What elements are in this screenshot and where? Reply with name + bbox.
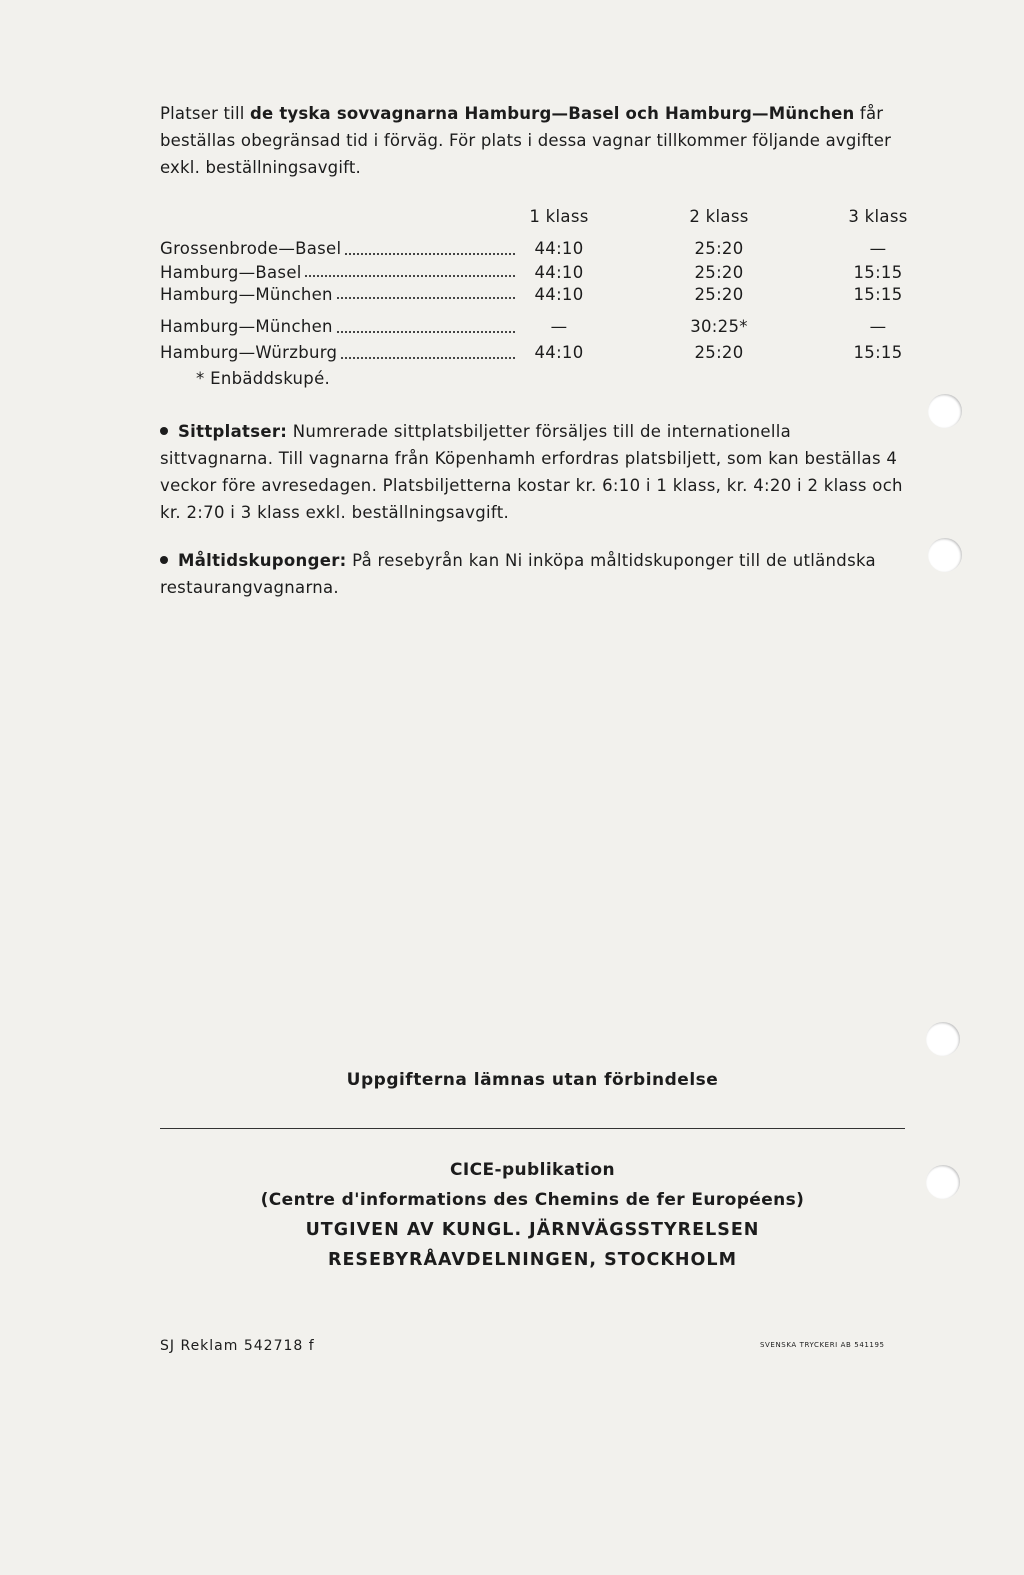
price-table (160, 204, 908, 366)
maltidskuponger-paragraph (160, 547, 905, 601)
route-cell: Hamburg—Basel (160, 262, 515, 284)
route-cell: Hamburg—München (160, 314, 515, 340)
disclaimer-notice: Uppgifterna lämnas utan förbindelse (346, 1070, 719, 1090)
print-reference: SJ Reklam 542718 f (160, 1338, 315, 1354)
price-1-klass: — (550, 317, 568, 336)
intro-highlight: de tyska sovvagnarna Hamburg—Basel och Hamburg—München (249, 104, 855, 123)
publication-subtitle: (Centre d'informations des Chemins de fer Européens) (260, 1190, 805, 1210)
punch-hole (928, 394, 962, 428)
price-1-klass: 44:10 (534, 285, 584, 304)
maltidskuponger-text: På resebyrån kan Ni inköpa måltidskuponger till de utländska restaurangvagnarna. (160, 551, 876, 597)
publication-title: CICE-publikation (450, 1160, 615, 1180)
publisher-department: RESEBYRÅAVDELNINGEN, STOCKHOLM (327, 1250, 737, 1270)
price-3-klass: 15:15 (853, 285, 903, 304)
column-header-2-klass: 2 klass (689, 207, 749, 226)
bullet-icon (160, 427, 168, 435)
price-2-klass: 30:25* (690, 317, 748, 336)
price-1-klass: 44:10 (534, 239, 584, 258)
table-footnote: * Enbäddskupé. (196, 369, 331, 388)
maltidskuponger-heading: Måltidskuponger: (178, 551, 347, 570)
publication-block (160, 1155, 905, 1275)
publisher-line: UTGIVEN AV KUNGL. JÄRNVÄGSSTYRELSEN (305, 1220, 760, 1240)
table-row (160, 314, 905, 340)
sittplatser-heading: Sittplatser: (178, 422, 288, 441)
column-header-3-klass: 3 klass (848, 207, 908, 226)
printer-imprint: SVENSKA TRYCKERI AB 541195 (760, 1341, 885, 1349)
punch-hole (926, 1022, 960, 1056)
route-cell: Grossenbrode—Basel (160, 236, 515, 262)
price-2-klass: 25:20 (694, 285, 744, 304)
price-table-header (160, 204, 908, 232)
price-3-klass: — (869, 239, 887, 258)
bullet-icon (160, 556, 168, 564)
intro-text-continued: får beställas obegränsad tid i förväg. För plats i dessa vagnar tillkommer följande avgifter exkl. beställningsavgift. (160, 104, 892, 177)
table-row (160, 262, 905, 284)
table-row (160, 236, 905, 262)
price-3-klass: 15:15 (853, 263, 903, 282)
price-3-klass: — (869, 317, 887, 336)
divider (160, 1128, 905, 1129)
route-cell: Hamburg—München (160, 284, 515, 306)
punch-hole (928, 538, 962, 572)
price-1-klass: 44:10 (534, 263, 584, 282)
price-3-klass: 15:15 (853, 343, 903, 362)
table-row (160, 284, 905, 314)
column-header-1-klass: 1 klass (529, 207, 589, 226)
intro-paragraph (160, 100, 905, 181)
price-2-klass: 25:20 (694, 263, 744, 282)
route-cell: Hamburg—Würzburg (160, 340, 515, 366)
price-2-klass: 25:20 (694, 343, 744, 362)
price-2-klass: 25:20 (694, 239, 744, 258)
table-row (160, 340, 905, 366)
punch-hole (926, 1165, 960, 1199)
intro-text: Platser till (160, 104, 250, 123)
price-1-klass: 44:10 (534, 343, 584, 362)
sittplatser-text: Numrerade sittplatsbiljetter försäljes till de internationella sittvagnarna. Till vagnarna från Köpenhamh erfordras platsbiljett, som kan beställas 4 veckor före avresedagen. Platsbiljetterna kostar kr. 6:10 i 1 klass, kr. 4:20 i 2 klass och kr. 2:70 i 3 klass exkl. beställningsavgift. (160, 422, 903, 522)
sittplatser-paragraph (160, 418, 905, 526)
